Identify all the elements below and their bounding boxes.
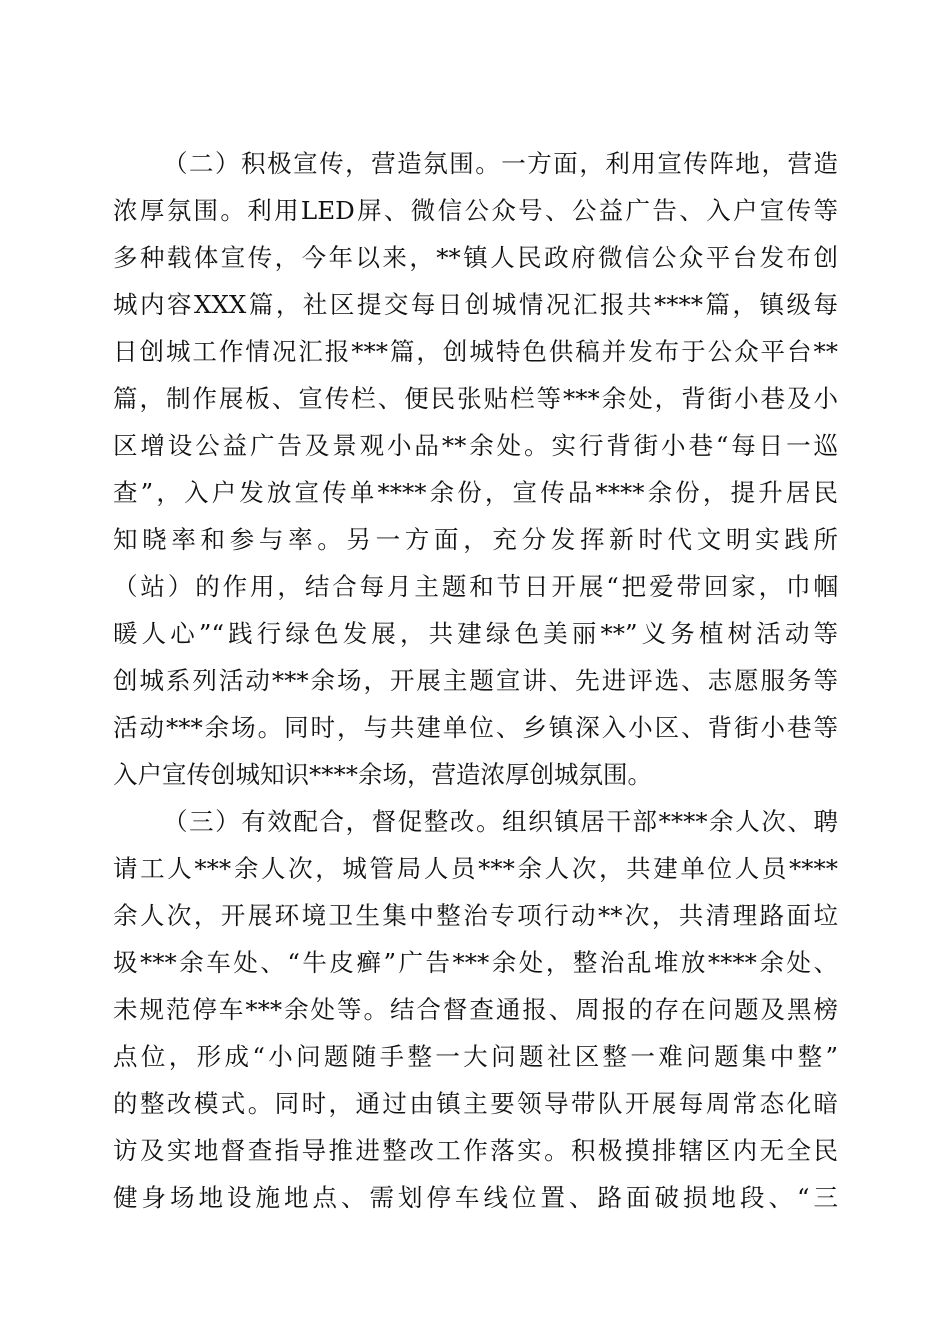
text-line: 城内容XXX篇，社区提交每日创城情况汇报共****篇，镇级每 [113, 290, 838, 319]
text-line: 区增设公益广告及景观小品**余处。实行背街小巷“每日一巡 [113, 431, 838, 460]
text-line: 点位，形成“小问题随手整一大问题社区整一难问题集中整” [113, 1042, 838, 1071]
text-line: 入户宣传创城知识****余场，营造浓厚创城氛围。 [113, 760, 652, 789]
text-line: 创城系列活动***余场，开展主题宣讲、先进评选、志愿服务等 [113, 666, 838, 695]
text-line: 日创城工作情况汇报***篇，创城特色供稿并发布于公众平台** [113, 337, 838, 366]
text-line: 未规范停车***余处等。结合督查通报、周报的存在问题及黑榜 [113, 995, 838, 1024]
paragraph-3-heading-line: （三）有效配合，督促整改。组织镇居干部****余人次、聘 [163, 807, 838, 836]
text-line: 查”，入户发放宣传单****余份，宣传品****余份，提升居民 [113, 478, 838, 507]
text-line: 的整改模式。同时，通过由镇主要领导带队开展每周常态化暗 [113, 1089, 838, 1118]
text-line: 暖人心”“践行绿色发展，共建绿色美丽**”义务植树活动等 [113, 619, 838, 648]
text-line: 访及实地督查指导推进整改工作落实。积极摸排辖区内无全民 [113, 1136, 838, 1165]
text-line: 圾***余车处、“牛皮癣”广告***余处，整治乱堆放****余处、 [113, 948, 838, 977]
text-line: （站）的作用，结合每月主题和节日开展“把爱带回家，巾帼 [113, 572, 838, 601]
body-text [113, 140, 838, 1221]
text-line: 健身场地设施地点、需划停车线位置、路面破损地段、“三 [113, 1183, 838, 1212]
text-line: 知晓率和参与率。另一方面，充分发挥新时代文明实践所 [113, 525, 838, 554]
text-line: 余人次，开展环境卫生集中整治专项行动**次，共清理路面垃 [113, 901, 838, 930]
text-line: 多种载体宣传，今年以来，**镇人民政府微信公众平台发布创 [113, 243, 838, 272]
text-line: 活动***余场。同时，与共建单位、乡镇深入小区、背街小巷等 [113, 713, 838, 742]
text-line: 请工人***余人次，城管局人员***余人次，共建单位人员**** [113, 854, 838, 883]
text-line: 浓厚氛围。利用LED屏、微信公众号、公益广告、入户宣传等 [113, 196, 838, 225]
paragraph-2-heading-line: （二）积极宣传，营造氛围。一方面，利用宣传阵地，营造 [163, 149, 838, 178]
text-line: 篇，制作展板、宣传栏、便民张贴栏等***余处，背街小巷及小 [113, 384, 838, 413]
